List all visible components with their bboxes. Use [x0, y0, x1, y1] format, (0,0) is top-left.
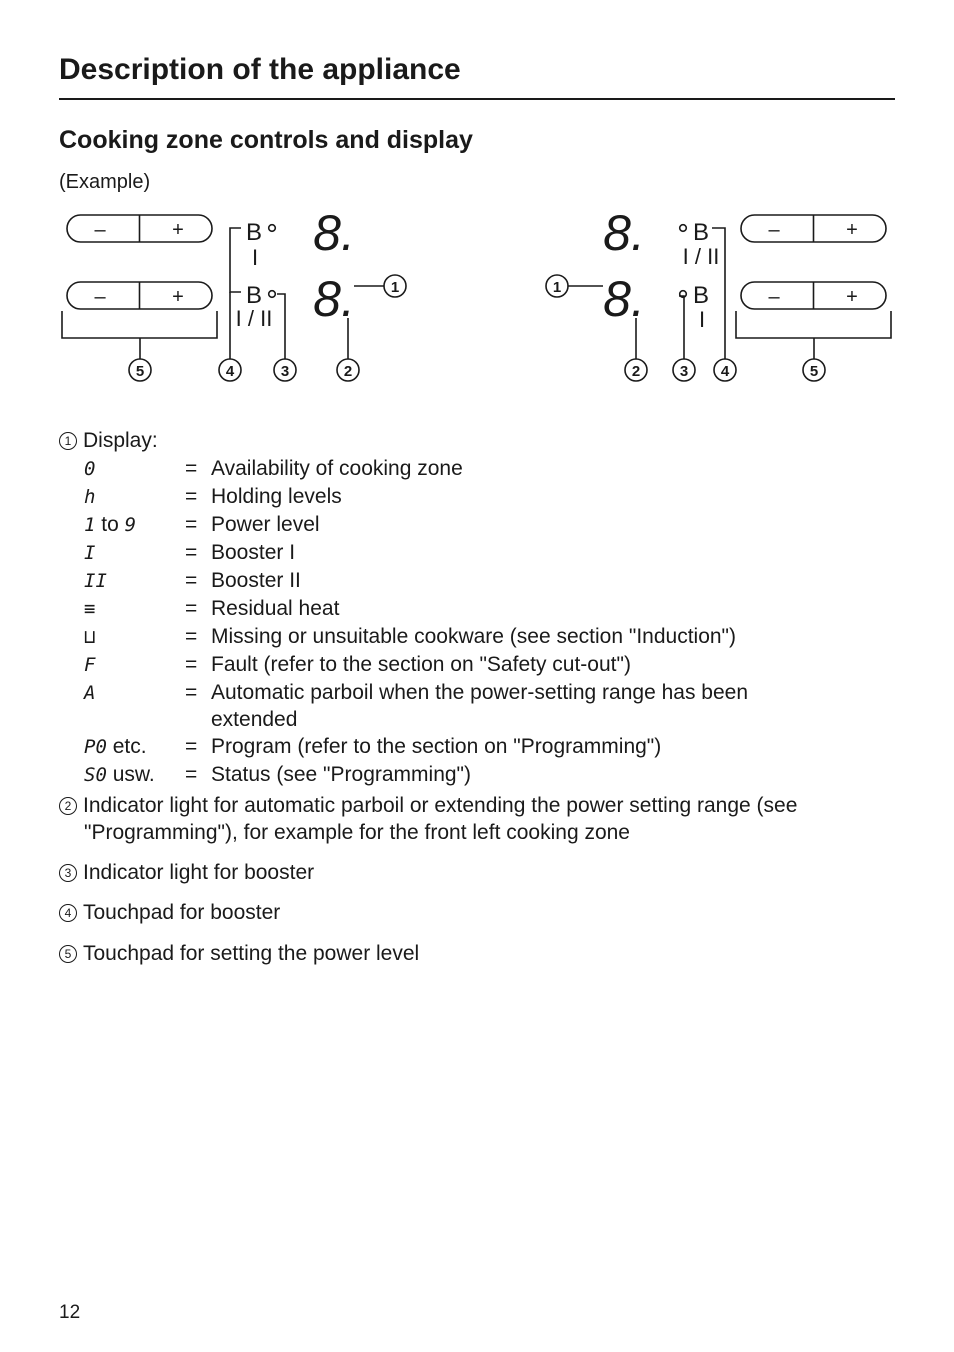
- indicator-light-left-top: [269, 225, 276, 232]
- symbol-meaning: Availability of cooking zone: [211, 457, 463, 480]
- legend-number: 3: [59, 864, 77, 882]
- legend-text: Touchpad for booster: [83, 901, 281, 924]
- symbol-meaning: Power level: [211, 513, 320, 536]
- plus-icon: +: [172, 219, 184, 241]
- callout-1: 1: [552, 279, 562, 296]
- legend-text: Indicator light for booster: [83, 861, 315, 884]
- minus-icon: –: [768, 286, 780, 308]
- display-symbol: II: [84, 570, 107, 592]
- table-row: 0 = Availability of cooking zone: [84, 455, 811, 483]
- table-row: ≡ = Residual heat: [84, 595, 811, 623]
- display-symbol: A: [84, 682, 96, 704]
- minus-icon: –: [768, 219, 780, 241]
- control-panel-diagram: [0, 200, 954, 390]
- minus-icon: –: [94, 286, 106, 308]
- symbol-meaning: Fault (refer to the section on "Safety cut-out"): [211, 653, 631, 676]
- plus-icon: +: [172, 286, 184, 308]
- legend-number: 1: [59, 432, 77, 450]
- symbol-meaning: Booster II: [211, 569, 301, 592]
- callout-5: 5: [809, 363, 819, 380]
- indicator-light-left-bottom: [269, 291, 276, 298]
- symbol-meaning: Program (refer to the section on "Programming"): [211, 735, 662, 758]
- legend-item-1: [59, 427, 158, 454]
- booster-level-label: I / II: [682, 244, 720, 269]
- symbol-meaning: Status (see "Programming"): [211, 763, 471, 786]
- display-symbol: 0: [84, 458, 96, 480]
- table-row: P0 etc. = Program (refer to the section on "Programming"): [84, 733, 811, 761]
- display-digit: 8.: [603, 205, 645, 261]
- callout-4: 4: [225, 363, 235, 380]
- booster-level-label: I: [251, 245, 259, 270]
- display-symbol: I: [84, 542, 96, 564]
- legend-number: 4: [59, 904, 77, 922]
- page-number: 12: [59, 1302, 81, 1323]
- symbol-meaning: Missing or unsuitable cookware (see section "Induction"): [211, 625, 736, 648]
- callout-2: 2: [343, 363, 353, 380]
- display-symbol: S0: [84, 764, 107, 786]
- title-rule: [59, 98, 895, 100]
- callout-4: 4: [720, 363, 730, 380]
- legend-item-4: [59, 899, 280, 926]
- legend-text: Touchpad for setting the power level: [83, 942, 420, 965]
- table-row: ⊔ = Missing or unsuitable cookware (see section "Induction"): [84, 623, 811, 651]
- display-symbol: ≡: [84, 598, 96, 620]
- callout-1: 1: [390, 279, 400, 296]
- display-symbol-table: [84, 455, 811, 789]
- display-symbol: 1: [84, 514, 96, 536]
- display-symbol: P0: [84, 736, 107, 758]
- callout-3: 3: [280, 363, 290, 380]
- display-symbol: h: [84, 486, 96, 508]
- display-symbol: ⊔: [84, 626, 96, 648]
- callout-5: 5: [135, 363, 145, 380]
- display-symbol: F: [84, 654, 96, 676]
- legend-item-5: [59, 940, 419, 967]
- booster-key-label: B: [692, 282, 710, 309]
- plus-icon: +: [846, 286, 858, 308]
- table-row: F = Fault (refer to the section on "Safety cut-out"): [84, 651, 811, 679]
- table-row: h = Holding levels: [84, 483, 811, 511]
- indicator-light-right-top: [680, 225, 687, 232]
- legend-item-2: [59, 792, 914, 846]
- display-symbol: 9: [124, 514, 137, 536]
- table-row: I = Booster I: [84, 539, 811, 567]
- callout-3: 3: [679, 363, 689, 380]
- table-row: II = Booster II: [84, 567, 811, 595]
- table-row: 1 to 9 = Power level: [84, 511, 811, 539]
- symbol-meaning: Holding levels: [211, 485, 342, 508]
- booster-level-label: I: [698, 307, 706, 332]
- display-digit: 8.: [603, 271, 645, 327]
- callout-2: 2: [631, 363, 641, 380]
- section-title: Cooking zone controls and display: [59, 126, 473, 154]
- legend-text: Indicator light for automatic parboil or extending the power setting range (see "Programming"), for example for the front left cooking zone: [83, 794, 798, 844]
- display-digit: 8.: [313, 271, 355, 327]
- page-title: Description of the appliance: [59, 53, 461, 86]
- booster-key-label: B: [245, 282, 263, 309]
- table-row: S0 usw. = Status (see "Programming"): [84, 761, 811, 789]
- example-note: (Example): [59, 171, 151, 193]
- symbol-meaning: Booster I: [211, 541, 296, 564]
- legend-number: 2: [59, 797, 77, 815]
- plus-icon: +: [846, 219, 858, 241]
- legend-number: 5: [59, 945, 77, 963]
- legend-item-3: [59, 859, 314, 886]
- symbol-meaning: Automatic parboil when the power-setting range has been extended: [211, 681, 748, 731]
- booster-level-label: I / II: [235, 306, 273, 331]
- booster-key-label: B: [692, 219, 710, 246]
- table-row: A = Automatic parboil when the power-setting range has been extended: [84, 679, 811, 733]
- booster-key-label: B: [245, 219, 263, 246]
- symbol-meaning: Residual heat: [211, 597, 340, 620]
- minus-icon: –: [94, 219, 106, 241]
- legend-label: Display:: [83, 429, 158, 452]
- display-digit: 8.: [313, 205, 355, 261]
